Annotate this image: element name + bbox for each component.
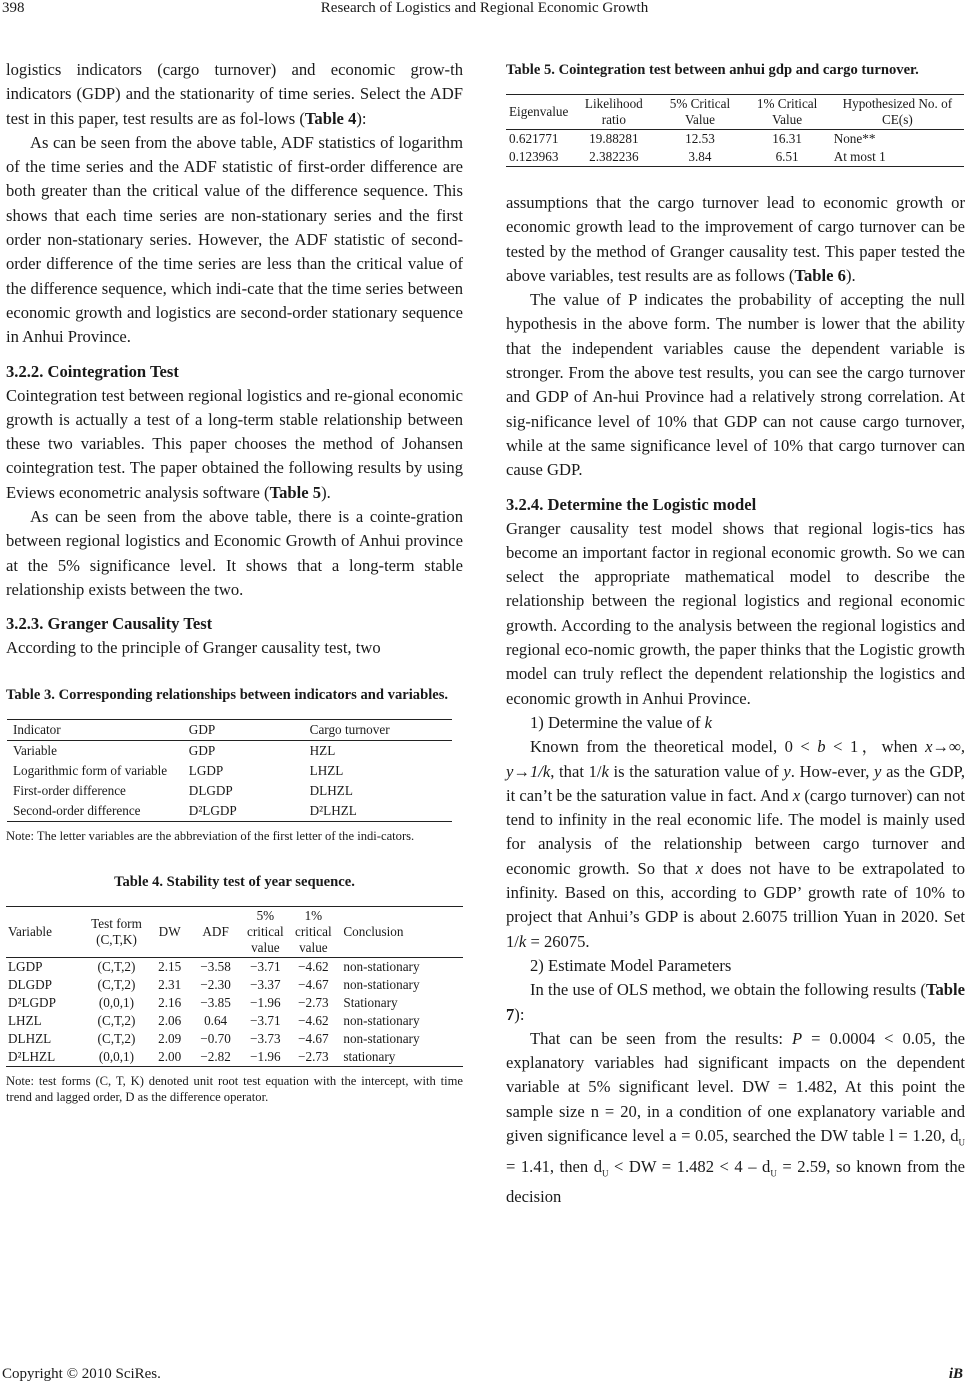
paragraph: assumptions that the cargo turnover lead to economic growth or economic growth lead to the improvement of cargo turnover can be tested by the method of Granger causality test. This paper tested the above variables, test results are as follows (Table 6). (506, 193, 965, 285)
table4 (6, 906, 463, 1067)
table-row: 0.123963 2.382236 3.84 6.51 At most 1 (506, 148, 964, 167)
table5-caption: Table 5. Cointegration test between anhui gdp and cargo turnover. (506, 62, 919, 78)
left-column (6, 58, 463, 1105)
running-title: Research of Logistics and Regional Economic Growth (320, 0, 649, 16)
table-row: DLHZL (C,T,2) 2.09 −0.70 −3.73 −4.67 non-stationary (8, 1030, 420, 1046)
paragraph: Granger causality test model shows that regional logis-tics has become an important factor in regional economic growth. So we can select the appropriate mathematical model to describe the relationship between the regional logistics and regional economic growth. According to the analysis between the regional logistics and regional eco-nomic growth, the paper thinks that the Logistic growth model can truly reflect the dependent relationship the logistics and economic growth in Anhui Province. (506, 518, 965, 708)
table-row: Second-order difference D²LGDP D²LHZL (7, 801, 452, 822)
table4-note: Note: test forms (C, T, K) denoted unit root test equation with the intercept, with time trend and lagged order, D as the difference operator. (6, 1073, 463, 1104)
paragraph: The value of P indicates the probability of accepting the null hypothesis in the above form. The number is lower that the ability that the independent variables cause the dependent variable is stronger. From the above test results, you can see the cargo turnover and GDP of An-hui Province had a relatively strong correlation. At sig-nificance level of 10% that GDP can not cause cargo turnover, while at the same significance level of 10% that cargo turnover can cause GDP. (506, 290, 965, 480)
paragraph: logistics indicators (cargo turnover) and economic grow-th indicators (GDP) and the stationarity of time series. Select the ADF test in this paper, test results are as fol-lows (Table 4): (6, 60, 463, 128)
section-heading: 3.2.4. Determine the Logistic model (506, 494, 757, 514)
paragraph: Known from the theoretical model, 0 < b < 1，when x→∞, y→1/k, that 1/k is the saturation value of y. How-ever, y as the GDP, it can’t be the saturation value in fact. And x (cargo turnover) can not tend to infinity in the real economic life. The model is mainly used for analysis of the relationship between cargo turnover and economic growth. So that x does not have to be extrapolated to infinity. Based on this, according to GDP’ growth rate of 10% to project that Anhui’s GDP is about 2.6075 trillion Yuan in 2020. Set 1/k = 26075. (506, 737, 965, 951)
paragraph: 2) Estimate Model Parameters (530, 955, 732, 975)
table-header-row: Eigenvalue Likelihood ratio 5% Critical Value 1% Critical Value Hypothesized No. of CE(s) (506, 95, 964, 130)
table-row: DLGDP (C,T,2) 2.31 −2.30 −3.37 −4.67 non-stationary (8, 976, 420, 992)
table4-caption: Table 4. Stability test of year sequence. (114, 873, 355, 890)
table-link[interactable]: Table 4 (304, 108, 357, 128)
table-row: LGDP (C,T,2) 2.15 −3.58 −3.71 −4.62 non-stationary (8, 958, 420, 974)
table5 (506, 94, 964, 167)
table-header-row: Indicator GDP Cargo turnover (7, 719, 452, 740)
table-row: D²LGDP (0,0,1) 2.16 −3.85 −1.96 −2.73 Stationary (8, 994, 398, 1010)
paragraph: In the use of OLS method, we obtain the following results (Table 7): (506, 980, 965, 1024)
table-row: 0.621771 19.88281 12.53 16.31 None** (509, 131, 876, 146)
table-row: LHZL (C,T,2) 2.06 0.64 −3.71 −4.62 non-stationary (8, 1012, 420, 1028)
table-row: Logarithmic form of variable LGDP LHZL (13, 762, 344, 778)
paragraph: According to the principle of Granger causality test, two (6, 638, 381, 658)
table-row: D²LHZL (0,0,1) 2.00 −2.82 −1.96 −2.73 stationary (6, 1048, 463, 1067)
right-column (506, 58, 965, 1210)
paragraph: As can be seen from the above table, there is a cointe-gration between regional logistics and Economic Growth of Anhui province at the 5% significance level. It shows that a long-term stable relationship exists between the two. (6, 507, 463, 599)
paragraph: 1) Determine the value of k (530, 712, 712, 732)
table3 (7, 719, 452, 822)
paragraph: That can be seen from the results: P = 0.0004 < 0.05, the explanatory variables had significant impacts on the dependent variable at 5% significant level. DW = 1.482, At this point the sample size n = 20, in a condition of one explanatory variable and given significance level a = 0.05, searched the DW table l = 1.20, $d_U = 1.41$, then $d_U$ < DW = $1.482 < 4 - d_U = 2.59$, so known from the decision (506, 1028, 966, 1207)
table-link[interactable]: Table 7 (506, 980, 965, 1024)
running-header (0, 0, 969, 24)
section-heading: 3.2.3. Granger Causality Test (6, 614, 213, 634)
table3-note: Note: The letter variables are the abbreviation of the first letter of the indi-cators. (6, 828, 415, 843)
table3-caption: Table 3. Corresponding relationships between indicators and variables. (6, 686, 449, 703)
page-number: 398 (2, 0, 25, 16)
journal-abbrev: iB (948, 1366, 963, 1382)
table-link[interactable]: Table 6 (794, 265, 846, 285)
paragraph: Cointegration test between regional logistics and re-gional economic growth is actually a test of a long-term stable relationship between these two variables. This paper chooses the method of Johansen cointegration test. The paper obtained the following results by using Eviews econometric analysis software (Table 5). (6, 385, 463, 502)
section-heading: 3.2.2. Cointegration Test (6, 361, 179, 381)
copyright: Copyright © 2010 SciRes. (2, 1366, 161, 1382)
table-link[interactable]: Table 5 (269, 482, 322, 502)
table-header-row: Variable Test form (C,T,K) DW ADF 5% critical value 1% critical value Conclusion (6, 906, 463, 957)
table-row: First-order difference DLGDP DLHZL (13, 782, 353, 798)
table-row: Variable GDP HZL (13, 742, 336, 758)
paragraph: As can be seen from the above table, ADF statistics of logarithm of the time series and the ADF statistic of first-order difference are both greater than the critical value of the difference sequence. This shows that each time series are non-stationary series and the first order non-stationary series. However, the ADF statistic of second-order difference of the time series are less than the critical value of the difference sequence, which indi-cate that the time series between economic growth and logistics are second-order stationary sequence in Anhui Province. (6, 132, 463, 347)
